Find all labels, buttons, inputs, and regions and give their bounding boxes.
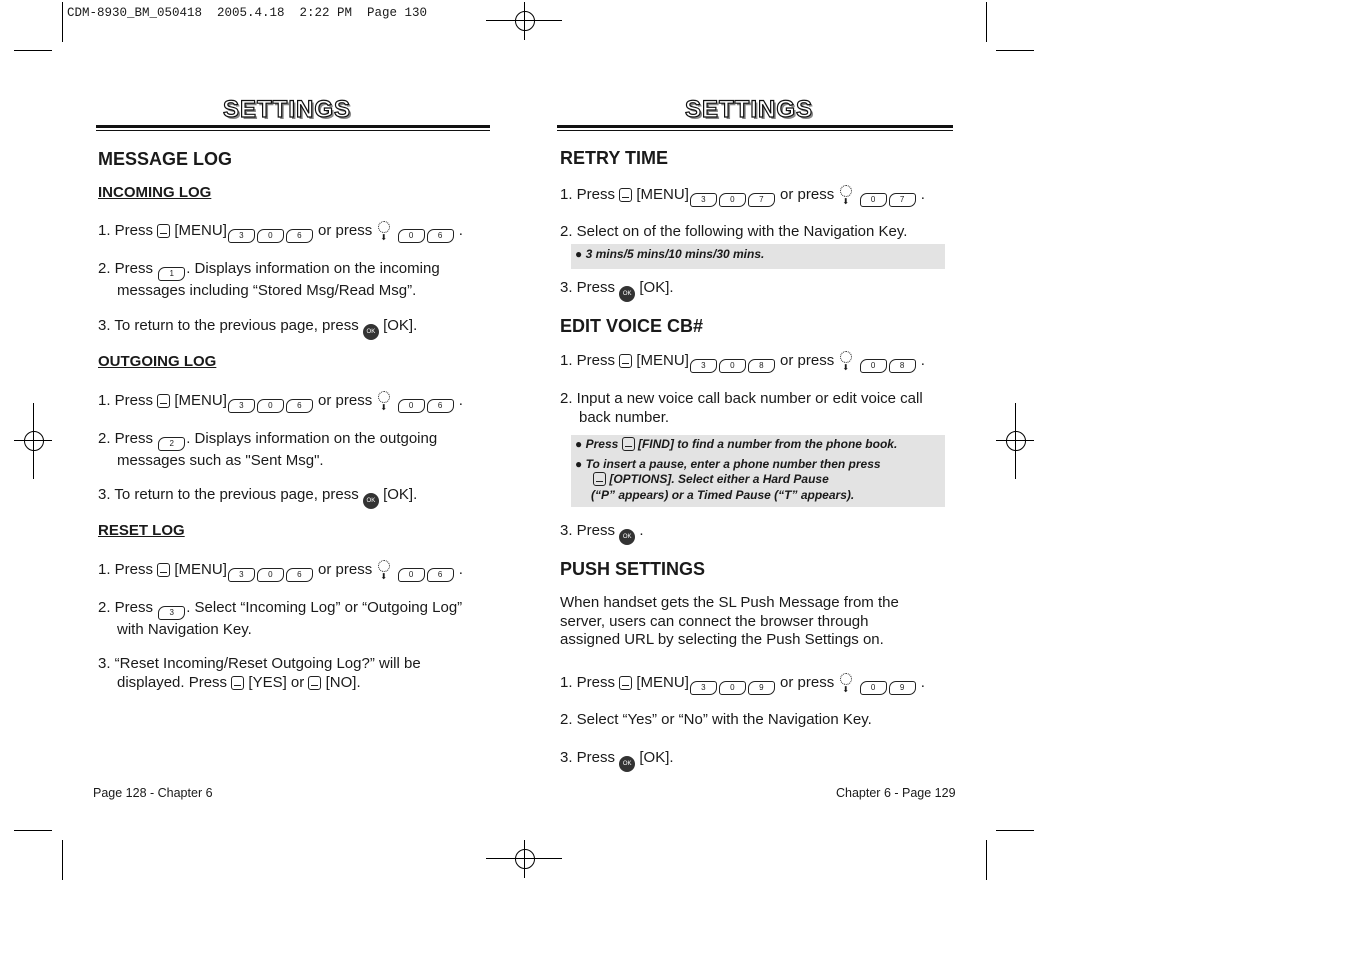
ok-key-icon: OK <box>619 529 635 545</box>
right-softkey-icon <box>308 676 321 690</box>
step: 1. Press [MENU] 3 0 7 or press ⬇ 0 7 . <box>560 186 925 206</box>
ok-key-icon: OK <box>363 324 379 340</box>
step: 1. Press [MENU] 3 0 6 or press ⬇ 0 6 . <box>98 222 463 242</box>
registration-mark <box>1006 431 1026 451</box>
key-0-icon: 0 <box>398 568 425 582</box>
left-softkey-icon <box>157 563 170 577</box>
left-softkey-icon <box>593 472 606 486</box>
key-3-icon: 3 <box>228 229 255 243</box>
page-footer: Page 128 - Chapter 6 <box>93 786 213 800</box>
key-0-icon: 0 <box>719 681 746 695</box>
title-rule <box>96 125 490 128</box>
subsection-heading: RESET LOG <box>98 522 185 539</box>
key-2-icon: 2 <box>158 437 185 451</box>
subsection-heading: INCOMING LOG <box>98 184 212 201</box>
key-3-icon: 3 <box>228 568 255 582</box>
step: 2. Select on of the following with the Navigation Key. <box>560 223 908 240</box>
left-softkey-icon <box>157 224 170 238</box>
key-0-icon: 0 <box>719 193 746 207</box>
step: 1. Press [MENU] 3 0 6 or press ⬇ 0 6 . <box>98 392 463 412</box>
navigation-key-icon: ⬇ <box>839 673 853 693</box>
title-rule <box>557 125 953 128</box>
key-6-icon: 6 <box>286 568 313 582</box>
title-rule <box>557 130 953 131</box>
crop-mark <box>986 840 987 880</box>
ok-key-icon: OK <box>619 286 635 302</box>
key-7-icon: 7 <box>889 193 916 207</box>
step: 1. Press [MENU] 3 0 8 or press ⬇ 0 8 . <box>560 352 925 372</box>
crop-mark <box>14 50 52 51</box>
navigation-key-icon: ⬇ <box>839 185 853 205</box>
left-softkey-icon <box>619 676 632 690</box>
section-heading: RETRY TIME <box>560 148 669 168</box>
key-0-icon: 0 <box>398 399 425 413</box>
step: 3. To return to the previous page, press OK [OK]. <box>98 316 417 340</box>
key-9-icon: 9 <box>889 681 916 695</box>
ok-key-icon: OK <box>363 493 379 509</box>
crop-mark <box>62 2 63 42</box>
right-softkey-icon <box>622 437 635 451</box>
step: 3. Press OK [OK]. <box>560 278 674 302</box>
step: 1. Press [MENU] 3 0 6 or press ⬇ 0 6 . <box>98 561 463 581</box>
key-7-icon: 7 <box>748 193 775 207</box>
registration-mark <box>24 431 44 451</box>
key-0-icon: 0 <box>257 399 284 413</box>
key-3-icon: 3 <box>158 606 185 620</box>
page-title: SETTINGS <box>685 96 814 123</box>
crop-mark <box>62 840 63 880</box>
crop-mark <box>986 2 987 42</box>
left-softkey-icon <box>157 394 170 408</box>
key-0-icon: 0 <box>257 229 284 243</box>
key-8-icon: 8 <box>889 359 916 373</box>
registration-mark <box>515 849 535 869</box>
navigation-key-icon: ⬇ <box>839 351 853 371</box>
key-6-icon: 6 <box>427 568 454 582</box>
page-footer: Chapter 6 - Page 129 <box>836 786 956 800</box>
title-rule <box>96 130 490 131</box>
navigation-key-icon: ⬇ <box>377 560 391 580</box>
left-softkey-icon <box>619 354 632 368</box>
step: 2. Press 3 . Select “Incoming Log” or “Outgoing Log” with Navigation Key. <box>98 599 463 638</box>
key-0-icon: 0 <box>398 229 425 243</box>
step: 3. Press OK [OK]. <box>560 748 674 772</box>
note-box: ● 3 mins/5 mins/10 mins/30 mins. <box>571 244 945 269</box>
key-1-icon: 1 <box>158 267 185 281</box>
note-box: ● Press [FIND] to find a number from the phone book. ● To insert a pause, enter a phone number then press [OPTIONS]. Select either a Hard Pause (“P” appears) or a Timed Pause (“T” appears). <box>571 435 945 507</box>
key-8-icon: 8 <box>748 359 775 373</box>
key-6-icon: 6 <box>286 399 313 413</box>
key-0-icon: 0 <box>860 681 887 695</box>
key-9-icon: 9 <box>748 681 775 695</box>
key-3-icon: 3 <box>690 193 717 207</box>
print-slug: CDM-8930_BM_050418 2005.4.18 2:22 PM Page 130 <box>67 6 428 20</box>
step: 1. Press [MENU] 3 0 9 or press ⬇ 0 9 . <box>560 674 925 694</box>
key-3-icon: 3 <box>690 359 717 373</box>
left-softkey-icon <box>619 188 632 202</box>
step: 2. Press 2 . Displays information on the outgoing messages such as "Sent Msg". <box>98 430 438 469</box>
ok-key-icon: OK <box>619 756 635 772</box>
step: 2. Press 1 . Displays information on the incoming messages including “Stored Msg/Read Msg”. <box>98 260 440 299</box>
key-0-icon: 0 <box>257 568 284 582</box>
key-0-icon: 0 <box>860 359 887 373</box>
key-3-icon: 3 <box>690 681 717 695</box>
subsection-heading: OUTGOING LOG <box>98 353 217 370</box>
registration-mark <box>515 11 535 31</box>
key-0-icon: 0 <box>719 359 746 373</box>
section-heading: EDIT VOICE CB# <box>560 316 704 336</box>
paragraph: When handset gets the SL Push Message from the server, users can connect the browser through assigned URL by selecting the Push Settings on. <box>560 594 899 648</box>
navigation-key-icon: ⬇ <box>377 391 391 411</box>
key-6-icon: 6 <box>427 399 454 413</box>
key-3-icon: 3 <box>228 399 255 413</box>
key-6-icon: 6 <box>427 229 454 243</box>
section-heading: MESSAGE LOG <box>98 149 233 169</box>
key-6-icon: 6 <box>286 229 313 243</box>
crop-mark <box>14 830 52 831</box>
step: 2. Select “Yes” or “No” with the Navigation Key. <box>560 711 872 728</box>
step: 3. Press OK . <box>560 521 644 545</box>
step: 3. To return to the previous page, press OK [OK]. <box>98 485 417 509</box>
navigation-key-icon: ⬇ <box>377 221 391 241</box>
crop-mark <box>996 830 1034 831</box>
crop-mark <box>996 50 1034 51</box>
step: 2. Input a new voice call back number or edit voice call back number. <box>560 390 923 426</box>
step: 3. “Reset Incoming/Reset Outgoing Log?” will be displayed. Press [YES] or [NO]. <box>98 655 421 691</box>
left-softkey-icon <box>231 676 244 690</box>
page-title: SETTINGS <box>223 96 352 123</box>
section-heading: PUSH SETTINGS <box>560 559 706 579</box>
key-0-icon: 0 <box>860 193 887 207</box>
